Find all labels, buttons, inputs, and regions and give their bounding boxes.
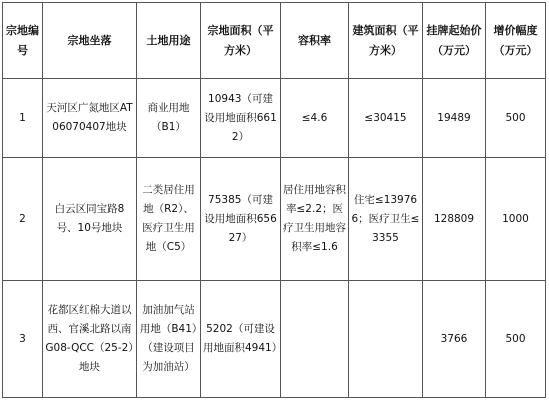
cell-floor-area-ratio: 居住用地容积率≤2.2；医疗卫生用地容积率≤1.6 xyxy=(281,158,349,281)
cell-parcel-area: 10943（可建设用地面积6612） xyxy=(201,79,281,158)
cell-building-area xyxy=(349,281,423,398)
cell-bid-increment: 500 xyxy=(486,281,546,398)
cell-floor-area-ratio xyxy=(281,281,349,398)
cell-floor-area-ratio: ≤4.6 xyxy=(281,79,349,158)
header-row xyxy=(3,3,546,79)
cell-parcel-area: 5202（可建设用地面积4941） xyxy=(201,281,281,398)
cell-land-use: 商业用地（B1） xyxy=(137,79,201,158)
cell-land-use: 加油加气站用地（B41）（建设项目为加油站） xyxy=(137,281,201,398)
table-row xyxy=(3,158,546,281)
land-auction-table-wrapper xyxy=(2,2,546,398)
cell-location: 花都区红棉大道以西、官溪北路以南G08-QCC（25-2）地块 xyxy=(43,281,137,398)
table-row xyxy=(3,281,546,398)
land-auction-table xyxy=(2,2,546,398)
table-row xyxy=(3,79,546,158)
cell-parcel-number: 3 xyxy=(3,281,43,398)
cell-land-use: 二类居住用地（R2）、医疗卫生用地（C5） xyxy=(137,158,201,281)
header-building-area: 建筑面积（平方米） xyxy=(349,3,423,79)
cell-starting-price: 3766 xyxy=(423,281,486,398)
header-floor-area-ratio: 容积率 xyxy=(281,3,349,79)
cell-location: 白云区同宝路8号、10号地块 xyxy=(43,158,137,281)
header-parcel-area: 宗地面积（平方米） xyxy=(201,3,281,79)
header-bid-increment: 增价幅度（万元） xyxy=(486,3,546,79)
cell-location: 天河区广氮地区AT0607040​7地块 xyxy=(43,79,137,158)
cell-building-area: 住宅≤139766；医疗卫生≤3355 xyxy=(349,158,423,281)
cell-parcel-number: 2 xyxy=(3,158,43,281)
header-parcel-number: 宗地编号 xyxy=(3,3,43,79)
cell-parcel-number: 1 xyxy=(3,79,43,158)
cell-parcel-area: 75385（可建设用地面积65627） xyxy=(201,158,281,281)
header-land-use: 土地用途 xyxy=(137,3,201,79)
cell-starting-price: 19489 xyxy=(423,79,486,158)
cell-bid-increment: 500 xyxy=(486,79,546,158)
header-starting-price: 挂牌起始价（万元） xyxy=(423,3,486,79)
cell-bid-increment: 1000 xyxy=(486,158,546,281)
header-location: 宗地坐落 xyxy=(43,3,137,79)
cell-building-area: ≤30415 xyxy=(349,79,423,158)
cell-starting-price: 128809 xyxy=(423,158,486,281)
